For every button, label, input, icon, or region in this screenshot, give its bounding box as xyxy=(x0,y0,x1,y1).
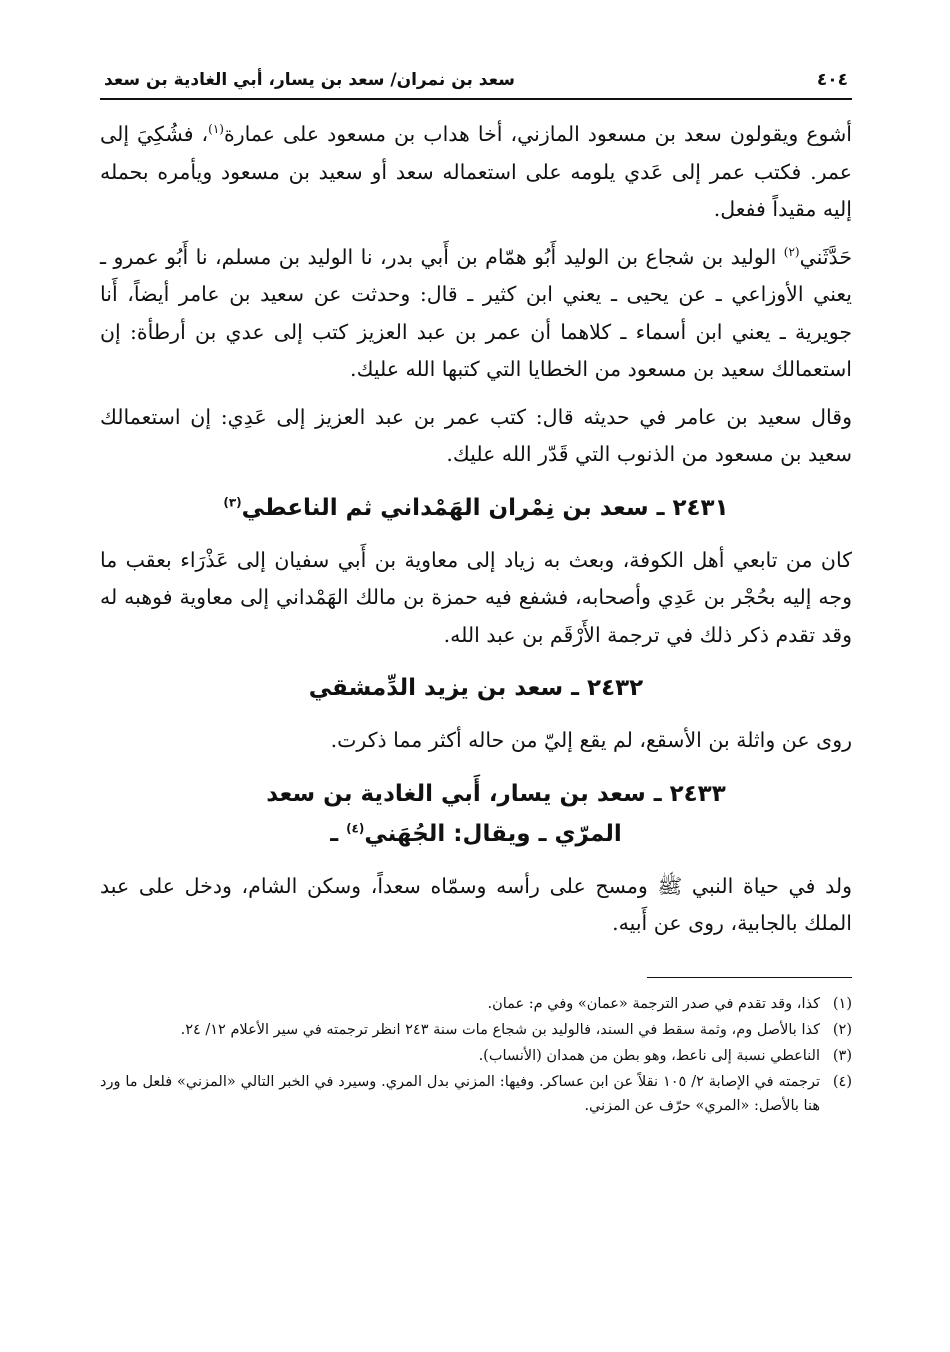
footnote-3-text: الناعطي نسبة إلى ناعط، وهو بطن من همدان (الأنساب). xyxy=(478,1047,820,1064)
footnotes xyxy=(100,992,852,1118)
footnote-1 xyxy=(100,992,852,1016)
footnote-4-text: ترجمته في الإصابة ٢/ ١٠٥ نقلاً عن ابن عساكر. وفيها: المزني بدل المري. وسيرد في الخبر التالي «المزني» فلعل ما ورد هنا بالأصل: «المري» حرّف عن المزني. xyxy=(100,1073,820,1114)
entry-heading-2431-text: ٢٤٣١ ـ سعد بن نِمْران الهَمْداني ثم الناعطي xyxy=(241,494,729,521)
footnote-ref-4[interactable]: (٤) xyxy=(346,820,365,835)
paragraph-4: كان من تابعي أهل الكوفة، وبعث به زياد إلى معاوية بن أَبي سفيان إلى عَذْرَاء بعقب ما وجه إليه بحُجْر بن عَدِي وأصحابه، فشفع فيه حمزة بن مالك الهَمْداني إلى معاوية فوهبه له وقد تقدم ذكر ذلك في ترجمة الأَرْقَم بن عبد الله. xyxy=(100,547,852,647)
page-number: ٤٠٤ xyxy=(816,70,848,90)
footnote-2 xyxy=(100,1018,852,1042)
paragraph-6: ولد في حياة النبي ﷺ ومسح على رأسه وسمّاه سعداً، وسكن الشام، ودخل على عبد الملك بالجابية، روى عن أَبيه. xyxy=(100,873,852,935)
footnote-ref-1[interactable]: (١) xyxy=(208,122,224,137)
footnote-3-number: (٣) xyxy=(832,1047,852,1064)
entry-heading-2432 xyxy=(100,668,852,708)
paragraph-3: وقال سعيد بن عامر في حديثه قال: كتب عمر بن عبد العزيز إلى عَدِي: إن استعمالك سعيد بن مسعود من الذنوب التي قَدّر الله عليك. xyxy=(100,404,852,466)
book-page xyxy=(100,62,852,1322)
entry-heading-2431 xyxy=(100,488,852,528)
paragraph-1-text-a: أشوع ويقولون سعد بن مسعود المازني، أخا هداب بن مسعود على عمارة xyxy=(223,122,852,146)
footnote-4-number: (٤) xyxy=(832,1073,852,1090)
footnote-1-text: كذا، وقد تقدم في صدر الترجمة «عمان» وفي م: عمان. xyxy=(487,995,820,1012)
paragraph-2-text-b: الوليد بن شجاع بن الوليد أَبُو همّام بن أَبي بدر، نا الوليد بن مسلم، نا أَبُو عمرو ـ يعني الأوزاعي ـ عن يحيى ـ يعني ابن كثير ـ قال: وحدثت عن سعيد بن عامر أيضاً، أَنا جويرية ـ يعني ابن أسماء ـ كلاهما أن عمر بن عبد العزيز كتب إلى عدي بن أرطأة: إن استعمالك سعيد بن مسعود من الخطايا التي كتبها الله عليك. xyxy=(100,244,852,381)
entry-heading-2433-line-2-dash: ـ xyxy=(330,820,347,847)
paragraph-2 xyxy=(100,239,852,389)
footnote-3 xyxy=(100,1044,852,1068)
running-title: سعد بن نمران/ سعد بن يسار، أبي الغادية بن سعد xyxy=(104,70,515,90)
entry-heading-2433-line-2-text: المرّي ـ ويقال: الجُهَني xyxy=(364,820,622,847)
footnote-2-text: كذا بالأصل وم، وثمة سقط في السند، فالوليد بن شجاع مات سنة ٢٤٣ انظر ترجمته في سير الأعلام ١٢/ ٢٤. xyxy=(180,1021,820,1038)
footnote-2-number: (٢) xyxy=(832,1021,852,1038)
footnote-4 xyxy=(100,1070,852,1118)
paragraph-5: روى عن واثلة بن الأسقع، لم يقع إليّ من حاله أكثر مما ذكرت. xyxy=(330,728,852,752)
footnote-1-number: (١) xyxy=(832,995,852,1012)
paragraph-1 xyxy=(100,116,852,229)
entry-heading-2432-text: ٢٤٣٢ ـ سعد بن يزيد الدِّمشقي xyxy=(308,675,644,701)
footnote-divider xyxy=(647,977,852,978)
running-header xyxy=(100,62,852,100)
entry-heading-2433-line-2 xyxy=(100,814,852,854)
footnote-ref-3[interactable]: (٣) xyxy=(223,494,242,509)
paragraph-2-text-a: حَدَّثَني xyxy=(799,244,852,269)
footnote-ref-2[interactable]: (٢) xyxy=(783,244,800,259)
entry-heading-2433-line-1: ٢٤٣٣ ـ سعد بن يسار، أَبي الغادية بن سعد xyxy=(266,780,726,807)
entry-heading-2433 xyxy=(100,774,852,854)
paragraph-1-text-b: ، فشُكِيَ إلى عمر. فكتب عمر إلى عَدي يلومه على استعماله سعد أو سعيد بن مسعود ويأمره بحمله إليه مقيداً ففعل. xyxy=(100,122,852,221)
body-text xyxy=(100,116,852,943)
